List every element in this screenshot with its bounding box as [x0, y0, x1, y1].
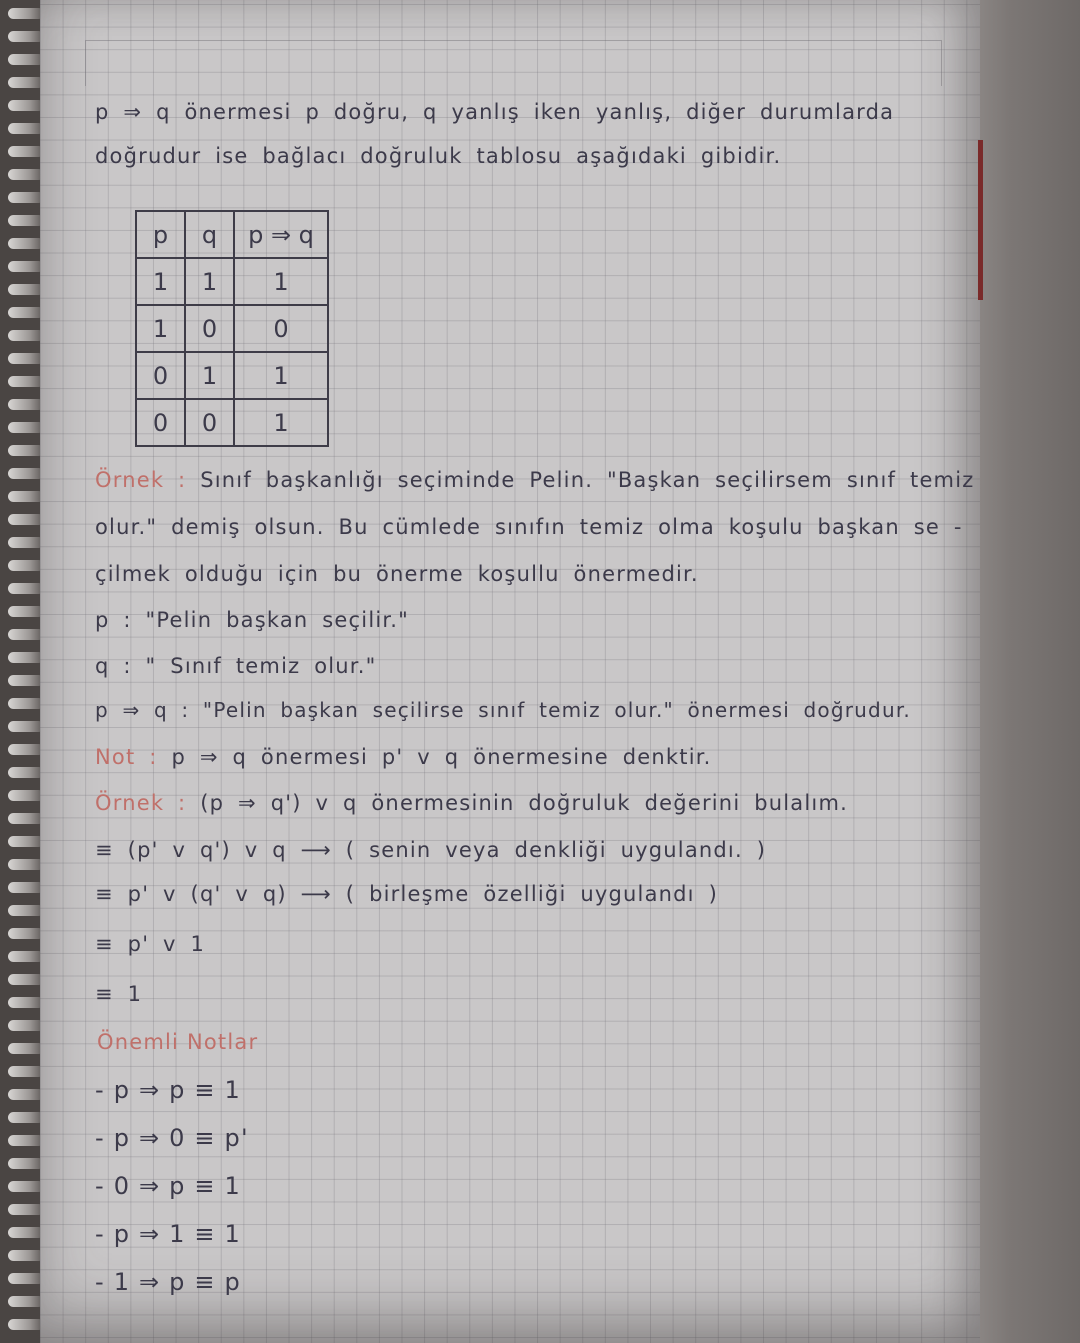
spiral-ring [8, 606, 44, 617]
table-cell: 1 [185, 258, 234, 305]
table-cell: 1 [234, 399, 328, 446]
spiral-ring [8, 1043, 44, 1054]
spiral-ring [8, 790, 44, 801]
important-note-item: - p ⇒ 0 ≡ p' [95, 1124, 249, 1152]
table-row [136, 305, 328, 352]
spiral-ring [8, 928, 44, 939]
header-q: q [185, 211, 234, 258]
truth-table [135, 210, 329, 447]
spiral-ring [8, 1112, 44, 1123]
spiral-ring [8, 1158, 44, 1169]
spiral-ring [8, 422, 44, 433]
spiral-ring [8, 813, 44, 824]
note-text: p ⇒ q önermesi p' v q önermesine denktir. [171, 745, 712, 769]
spiral-ring [8, 1135, 44, 1146]
spiral-ring [8, 859, 44, 870]
spiral-ring [8, 652, 44, 663]
spiral-ring [8, 721, 44, 732]
spiral-ring [8, 836, 44, 847]
spiral-ring [8, 1204, 44, 1215]
important-note-item: - 1 ⇒ p ≡ p [95, 1268, 241, 1296]
intro-line-2: doğrudur ise bağlacı doğruluk tablosu aşağıdaki gibidir. [95, 144, 782, 168]
spiral-ring [8, 1319, 44, 1330]
example1-label: Örnek : [95, 468, 187, 492]
example2-step: ≡ (p' v q') v q ⟶ ( senin veya denkliği uygulandı. ) [95, 838, 767, 862]
example1-line-1 [95, 468, 974, 492]
q-definition: q : " Sınıf temiz olur." [95, 654, 377, 678]
table-cell: 0 [136, 399, 185, 446]
note-label: Not : [95, 745, 158, 769]
spiral-ring [8, 77, 44, 88]
spiral-ring [8, 1020, 44, 1031]
spiral-ring [8, 997, 44, 1008]
spiral-ring [8, 1227, 44, 1238]
spiral-ring [8, 215, 44, 226]
example2-step: ≡ 1 [95, 982, 143, 1006]
important-note-item: - 0 ⇒ p ≡ 1 [95, 1172, 241, 1200]
spiral-ring [8, 1066, 44, 1077]
table-row [136, 352, 328, 399]
table-row [136, 399, 328, 446]
intro-line-1: p ⇒ q önermesi p doğru, q yanlış iken yanlış, diğer durumlarda [95, 100, 895, 124]
spiral-ring [8, 974, 44, 985]
spiral-ring [8, 353, 44, 364]
red-tab [978, 140, 983, 300]
spiral-ring [8, 376, 44, 387]
spiral-ring [8, 192, 44, 203]
spiral-ring [8, 261, 44, 272]
spiral-ring [8, 629, 44, 640]
spiral-ring [8, 675, 44, 686]
spiral-ring [8, 698, 44, 709]
spiral-ring [8, 491, 44, 502]
p-definition: p : "Pelin başkan seçilir." [95, 608, 410, 632]
spiral-ring [8, 951, 44, 962]
table-cell: 1 [234, 258, 328, 305]
spiral-ring [8, 54, 44, 65]
spiral-ring [8, 1250, 44, 1261]
spiral-ring [8, 514, 44, 525]
example1-line-3: çilmek olduğu için bu önerme koşullu önermedir. [95, 562, 699, 586]
page-edge [980, 0, 1080, 1343]
spiral-ring [8, 537, 44, 548]
note-line [95, 745, 712, 769]
table-cell: 1 [234, 352, 328, 399]
table-cell: 0 [234, 305, 328, 352]
spiral-ring [8, 284, 44, 295]
header-p-implies-q: p ⇒ q [234, 211, 328, 258]
header-p: p [136, 211, 185, 258]
spiral-ring [8, 330, 44, 341]
table-cell: 1 [185, 352, 234, 399]
spiral-ring [8, 468, 44, 479]
table-cell: 0 [136, 352, 185, 399]
spiral-ring [8, 1273, 44, 1284]
example2-label: Örnek : [95, 791, 187, 815]
spiral-ring [8, 445, 44, 456]
spiral-ring [8, 583, 44, 594]
example1-line-2: olur." demiş olsun. Bu cümlede sınıfın temiz olma koşulu başkan se - [95, 515, 963, 539]
spiral-ring [8, 123, 44, 134]
example1-text-1: Sınıf başkanlığı seçiminde Pelin. "Başkan seçilirsem sınıf temiz [200, 468, 975, 492]
spiral-ring [8, 146, 44, 157]
example2-step: ≡ p' v (q' v q) ⟶ ( birleşme özelliği uygulandı ) [95, 882, 718, 906]
margin-box [85, 40, 942, 86]
example1-conclusion: p ⇒ q : "Pelin başkan seçilirse sınıf temiz olur." önermesi doğrudur. [95, 698, 911, 722]
spiral-ring [8, 744, 44, 755]
example2-step: ≡ p' v 1 [95, 932, 206, 956]
spiral-ring [8, 1089, 44, 1100]
table-cell: 0 [185, 399, 234, 446]
table-cell: 1 [136, 305, 185, 352]
spiral-ring [8, 560, 44, 571]
table-cell: 0 [185, 305, 234, 352]
important-note-item: - p ⇒ p ≡ 1 [95, 1076, 241, 1104]
spiral-ring [8, 307, 44, 318]
spiral-ring [8, 1181, 44, 1192]
spiral-ring [8, 882, 44, 893]
table-row [136, 258, 328, 305]
truth-table-header [136, 211, 328, 258]
spiral-ring [8, 238, 44, 249]
spiral-ring [8, 169, 44, 180]
table-cell: 1 [136, 258, 185, 305]
example2-statement: (p ⇒ q') v q önermesinin doğruluk değerini bulalım. [200, 791, 848, 815]
spiral-ring [8, 100, 44, 111]
important-note-item: - p ⇒ 1 ≡ 1 [95, 1220, 241, 1248]
spiral-ring [8, 767, 44, 778]
important-notes-title: Önemli Notlar [97, 1030, 259, 1054]
spiral-ring [8, 905, 44, 916]
spiral-ring [8, 399, 44, 410]
spiral-ring [8, 31, 44, 42]
spiral-ring [8, 1296, 44, 1307]
example2-line [95, 791, 848, 815]
spiral-ring [8, 8, 44, 19]
